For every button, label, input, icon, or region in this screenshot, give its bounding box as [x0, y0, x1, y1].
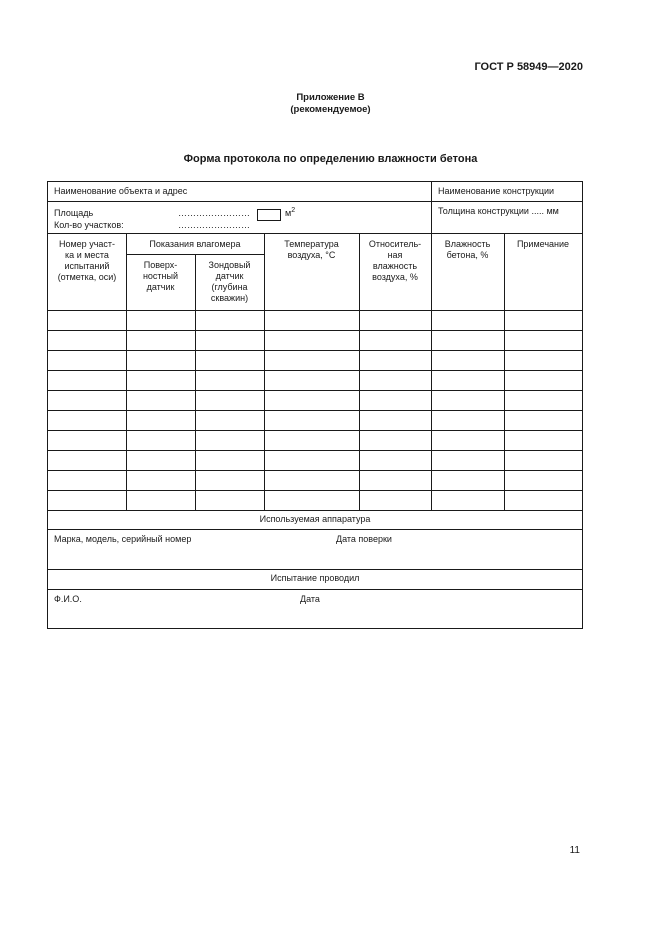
- area-label: Площадь: [54, 208, 94, 218]
- area-unit: $м^2$: [285, 207, 296, 218]
- tester-name-label: Ф.И.О.: [54, 594, 82, 604]
- page-number: 11: [569, 845, 580, 856]
- col-header-surface: Поверх- ностный датчик: [142, 260, 179, 292]
- standard-number: ГОСТ Р 58949—2020: [474, 61, 583, 73]
- col-header-temperature: Температура воздуха, °С: [284, 239, 339, 260]
- object-label: Наименование объекта и адрес: [54, 186, 188, 196]
- sections-dots: ……………………: [178, 220, 250, 230]
- appendix-heading: [0, 92, 661, 116]
- structure-label: Наименование конструкции: [438, 186, 555, 196]
- area-value-box[interactable]: [257, 209, 281, 221]
- equipment-title: Используемая аппаратура: [259, 514, 371, 524]
- col-header-relative-humidity: Относитель- ная влажность воздуха, %: [368, 239, 422, 282]
- tester-title: Испытание проводил: [270, 573, 360, 583]
- col-header-probe: Зондовый датчик (глубина скважин): [208, 260, 251, 303]
- col-header-concrete-humidity: Влажность бетона, %: [444, 239, 491, 260]
- equipment-model-label: Марка, модель, серийный номер: [54, 534, 192, 544]
- thickness-label: Толщина конструкции ..... мм: [438, 206, 559, 216]
- area-dots: ……………………: [178, 208, 250, 218]
- sections-label: Кол-во участков:: [54, 220, 124, 230]
- appendix-title: Приложение В: [296, 92, 365, 103]
- col-header-section: Номер участ- ка и места испытаний (отметка, оси): [57, 239, 117, 282]
- tester-date-label: Дата: [300, 594, 320, 604]
- protocol-form: [47, 181, 583, 629]
- form-title: Форма протокола по определению влажности бетона: [183, 153, 478, 165]
- equipment-check-date-label: Дата поверки: [336, 534, 392, 544]
- col-header-note: Примечание: [516, 239, 570, 249]
- col-header-meter-group: Показания влагомера: [149, 239, 241, 249]
- appendix-subtitle: (рекомендуемое): [290, 104, 371, 115]
